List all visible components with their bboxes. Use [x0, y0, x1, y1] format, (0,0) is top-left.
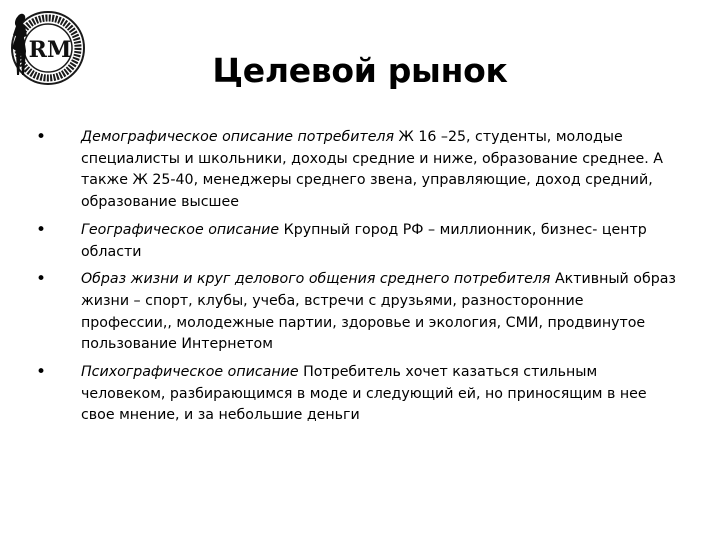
svg-text:RM: RM: [28, 37, 72, 63]
bullet-item-psychographic: [36, 362, 676, 427]
bullet-label: Демографическое описание потребителя: [81, 129, 395, 145]
slide-title: Целевой рынок: [212, 51, 508, 90]
bullet-text: Активный образ жизни – спорт, клубы, учеба, встречи с друзьями, разносторонние профессии,, молодежные партии, здоровье и экология, СМИ, продвинутое пользование Интернетом: [81, 271, 676, 353]
bullet-label: Географическое описание: [81, 221, 280, 238]
bullet-text: Ж 16 –25, студенты, молодые специалисты и школьники, доходы средние и ниже, образование среднее. А также Ж 25-40, менеджеры среднего звена, управляющие, доход средний, образование высшее: [81, 129, 664, 211]
bullet-item-geographic: [36, 220, 676, 263]
bullet-text: Крупный город РФ – миллионник, бизнес- центр области: [81, 221, 647, 260]
bullet-label: Психографическое описание: [81, 364, 299, 381]
bullet-item-demographic: [36, 127, 676, 214]
bullet-item-lifestyle: [36, 269, 676, 356]
bullet-dot-icon: •: [36, 127, 47, 147]
bullet-label: Образ жизни и круг делового общения среднего потребителя: [81, 271, 551, 288]
bullet-text: Потребитель хочет казаться стильным человеком, разбирающимся в моде и следующий ей, но приносящим в нее свое мнение, и за небольшие деньги: [81, 364, 647, 424]
bullet-dot-icon: •: [36, 219, 47, 240]
bullet-dot-icon: •: [36, 269, 47, 290]
bullet-list: [36, 127, 676, 433]
bullet-dot-icon: •: [36, 362, 47, 383]
